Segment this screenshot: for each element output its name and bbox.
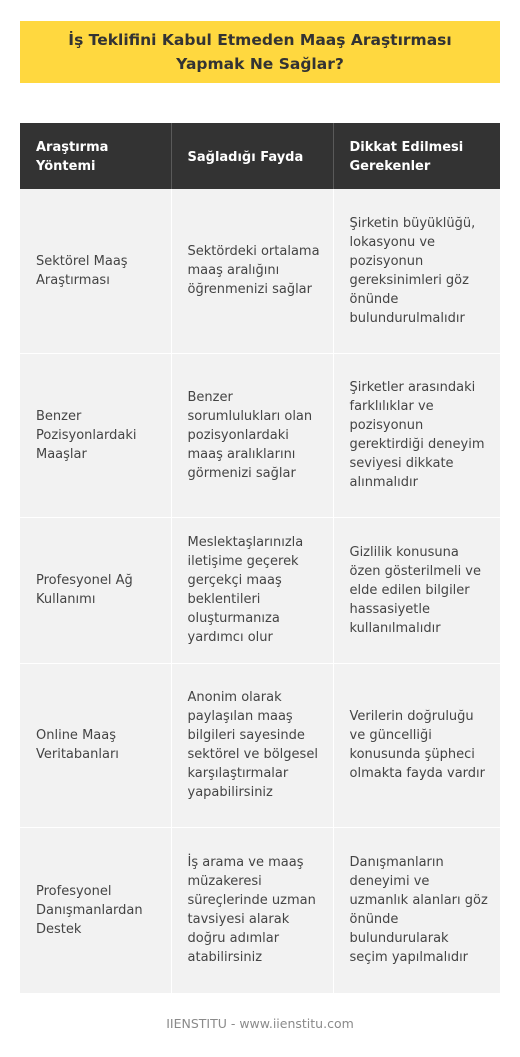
table-header-row <box>20 123 500 189</box>
method-cell: Sektörel Maaş Araştırması <box>20 189 171 353</box>
benefit-cell: Anonim olarak paylaşılan maaş bilgileri sayesinde sektörel ve bölgesel karşılaştırmalar yapabilirsiniz <box>171 663 333 827</box>
title-banner <box>20 21 500 83</box>
benefit-cell: Meslektaşlarınızla iletişime geçerek gerçekçi maaş beklentileri oluşturmanıza yardımcı olur <box>171 517 333 663</box>
column-header-caution: Dikkat Edilmesi Gerekenler <box>333 123 500 189</box>
method-cell: Benzer Pozisyonlardaki Maaşlar <box>20 353 171 517</box>
research-methods-table <box>20 123 500 994</box>
benefit-cell: Sektördeki ortalama maaş aralığını öğrenmenizi sağlar <box>171 189 333 353</box>
method-cell: Profesyonel Danışmanlardan Destek <box>20 827 171 993</box>
column-header-method: Araştırma Yöntemi <box>20 123 171 189</box>
page-title: İş Teklifini Kabul Etmeden Maaş Araştırması Yapmak Ne Sağlar? <box>68 31 452 73</box>
benefit-cell: Benzer sorumlulukları olan pozisyonlardaki maaş aralıklarını görmenizi sağlar <box>171 353 333 517</box>
table-row <box>20 517 500 663</box>
column-header-benefit: Sağladığı Fayda <box>171 123 333 189</box>
table-row <box>20 663 500 827</box>
caution-cell: Gizlilik konusuna özen gösterilmeli ve elde edilen bilgiler hassasiyetle kullanılmalıdır <box>333 517 500 663</box>
footer-credit: IIENSTITU - www.iienstitu.com <box>166 1016 354 1031</box>
table-row <box>20 353 500 517</box>
caution-cell: Verilerin doğruluğu ve güncelliği konusunda şüpheci olmakta fayda vardır <box>333 663 500 827</box>
caution-cell: Şirketler arasındaki farklılıklar ve pozisyonun gerektirdiği deneyim seviyesi dikkate alınmalıdır <box>333 353 500 517</box>
table-row <box>20 827 500 993</box>
method-cell: Online Maaş Veritabanları <box>20 663 171 827</box>
benefit-cell: İş arama ve maaş müzakeresi süreçlerinde uzman tavsiyesi alarak doğru adımlar atabilirsiniz <box>171 827 333 993</box>
method-cell: Profesyonel Ağ Kullanımı <box>20 517 171 663</box>
caution-cell: Şirketin büyüklüğü, lokasyonu ve pozisyonun gereksinimleri göz önünde bulundurulmalıdır <box>333 189 500 353</box>
caution-cell: Danışmanların deneyimi ve uzmanlık alanları göz önünde bulundurularak seçim yapılmalıdır <box>333 827 500 993</box>
table-row <box>20 189 500 353</box>
